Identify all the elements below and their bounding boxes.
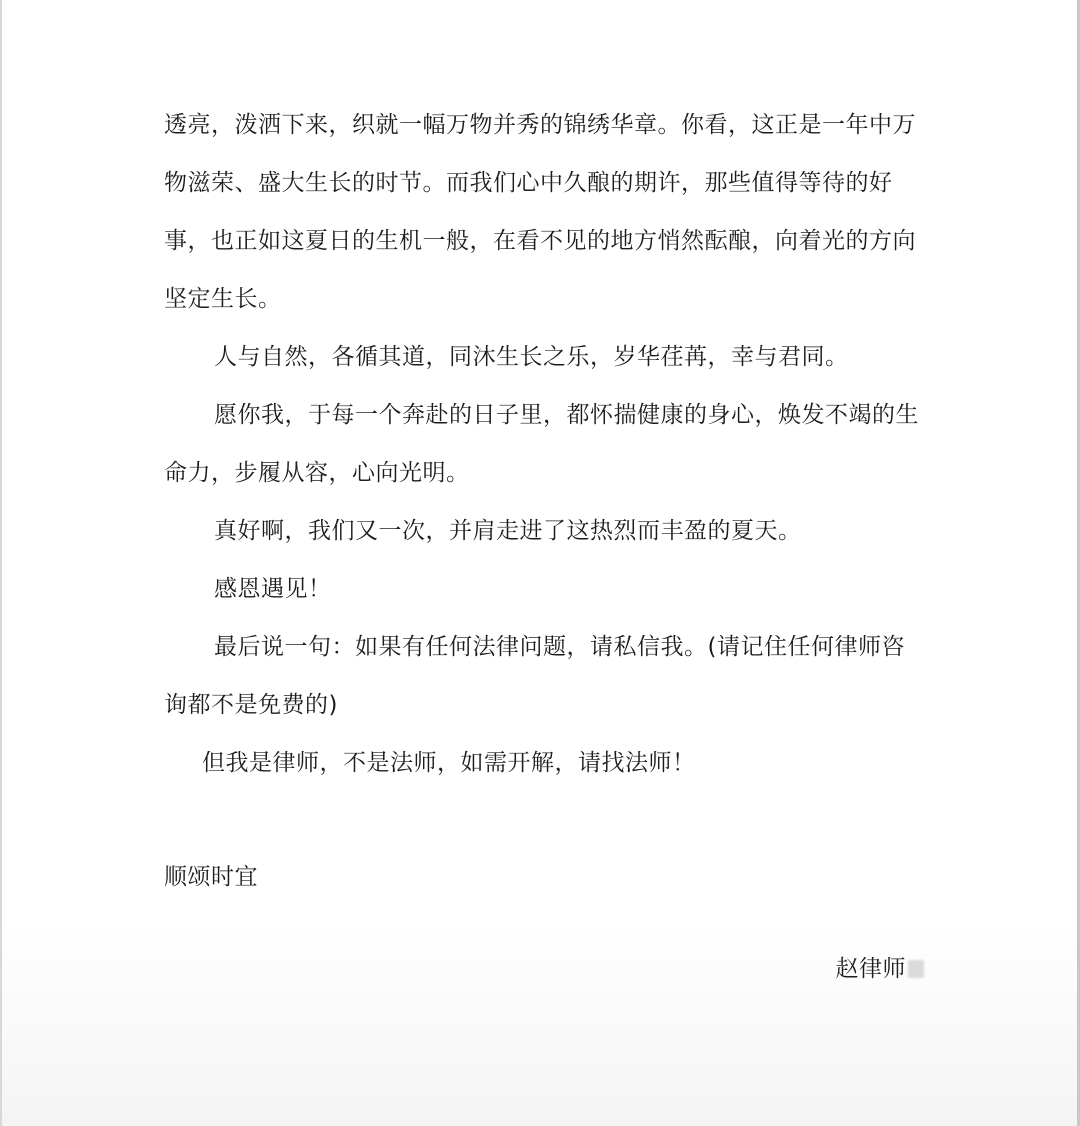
page-left-edge — [0, 0, 2, 1126]
paragraph-gratitude: 感恩遇见！ — [214, 576, 332, 602]
paragraph-lawyer-joke: 但我是律师，不是法师，如需开解，请找法师！ — [202, 750, 696, 776]
paragraph-wish: 愿你我，于每一个奔赴的日子里，都怀揣健康的身心，焕发不竭的生命力，步履从容，心向光明。 — [164, 402, 919, 486]
paragraph-nature: 人与自然，各循其道，同沐生长之乐，岁华荏苒，幸与君同。 — [214, 344, 849, 370]
signature-name: 赵律师 — [835, 956, 906, 982]
paragraph-legal-note: 最后说一句：如果有任何法律问题，请私信我。(请记住任何律师咨询都不是免费的) — [164, 634, 905, 718]
paragraph-summer-again: 真好啊，我们又一次，并肩走进了这热烈而丰盈的夏天。 — [214, 518, 802, 544]
paragraph-summer-growth: 透亮，泼洒下来，织就一幅万物并秀的锦绣华章。你看，这正是一年中万物滋荣、盛大生长的时节。而我们心中久酿的期许，那些值得等待的好事，也正如这夏日的生机一般，在看不见的地方悄然酝酿，向着光的方向坚定生长。 — [164, 112, 916, 312]
letter-body — [164, 96, 924, 906]
closing-salutation: 顺颂时宜 — [164, 864, 258, 890]
blurred-seal-icon — [908, 960, 924, 978]
signature — [836, 940, 925, 998]
